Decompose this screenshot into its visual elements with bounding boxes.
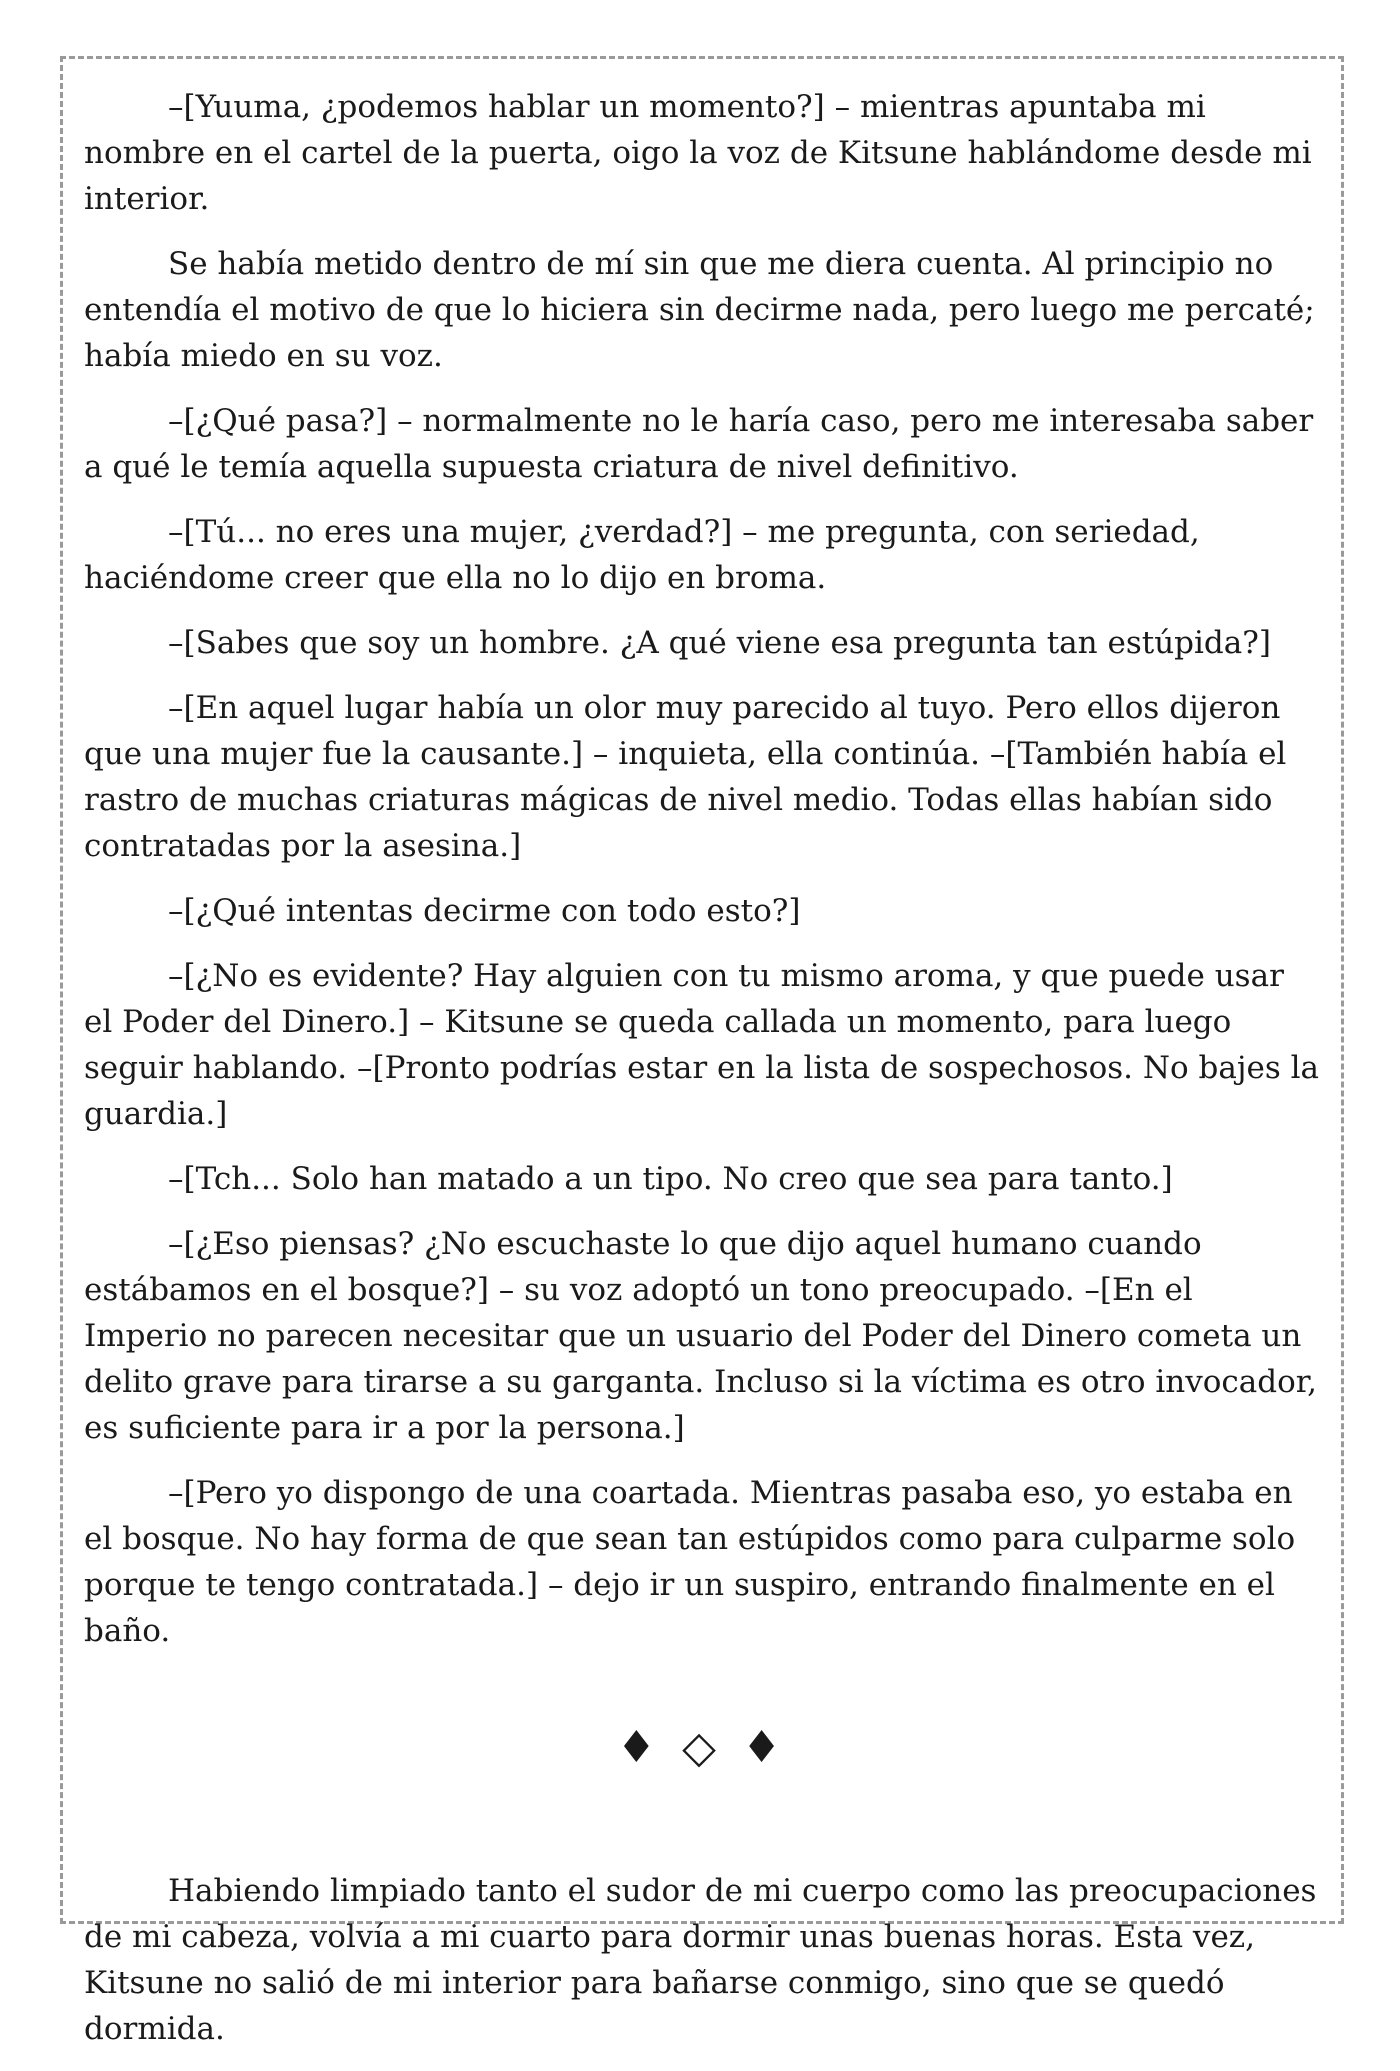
paragraph: –[¿No es evidente? Hay alguien con tu mismo aroma, y que puede usar el Poder del Dinero.] – Kitsune se queda callada un momento, para luego seguir hablando. –[Pronto podrías estar en la lista de sospechosos. No bajes la guardia.] (84, 958, 1319, 1132)
paragraph: –[Pero yo dispongo de una coartada. Mientras pasaba eso, yo estaba en el bosque. No hay forma de que sean tan estúpidos como para culparme solo porque te tengo contratada.] – dejo ir un suspiro, entrando finalmente en el baño. (84, 1475, 1296, 1649)
paragraph: –[Tch... Solo han matado a un tipo. No creo que sea para tanto.] (168, 1161, 1173, 1197)
page-content (84, 84, 1320, 2071)
filled-diamond-icon: ♦ (616, 1722, 663, 1773)
outline-diamond-icon: ◇ (682, 1722, 722, 1773)
paragraph: –[Tú... no eres una mujer, ¿verdad?] – me pregunta, con seriedad, haciéndome creer que ella no lo dijo en broma. (84, 514, 1200, 596)
paragraph: –[Yuuma, ¿podemos hablar un momento?] – mientras apuntaba mi nombre en el cartel de la puerta, oigo la voz de Kitsune hablándome desde mi interior. (84, 89, 1312, 217)
paragraph: –[En aquel lugar había un olor muy parecido al tuyo. Pero ellos dijeron que una mujer fue la causante.] – inquieta, ella continúa. –[También había el rastro de muchas criaturas mágicas de nivel medio. Todas ellas habían sido contratadas por la asesina.] (84, 690, 1287, 864)
paragraph: –[¿Eso piensas? ¿No escuchaste lo que dijo aquel humano cuando estábamos en el bosque?] – su voz adoptó un tono preocupado. –[En el Imperio no parecen necesitar que un usuario del Poder del Dinero cometa un delito grave para tirarse a su garganta. Incluso si la víctima es otro invocador, es suficiente para ir a por la persona.] (84, 1226, 1318, 1446)
paragraph: Se había metido dentro de mí sin que me diera cuenta. Al principio no entendía el motivo de que lo hiciera sin decirme nada, pero luego me percaté; había miedo en su voz. (84, 246, 1315, 374)
filled-diamond-icon: ♦ (741, 1722, 788, 1773)
paragraph: –[¿Qué pasa?] – normalmente no le haría caso, pero me interesaba saber a qué le temía aquella supuesta criatura de nivel definitivo. (84, 403, 1314, 485)
paragraph: –[Sabes que soy un hombre. ¿A qué viene esa pregunta tan estúpida?] (168, 625, 1271, 661)
scene-separator (84, 1718, 1320, 1778)
paragraph: –[¿Qué intentas decirme con todo esto?] (168, 893, 801, 929)
paragraph: Habiendo limpiado tanto el sudor de mi cuerpo como las preocupaciones de mi cabeza, volvía a mi cuarto para dormir unas buenas horas. Esta vez, Kitsune no salió de mi interior para bañarse conmigo, sino que se quedó dormida. (84, 1873, 1317, 2047)
